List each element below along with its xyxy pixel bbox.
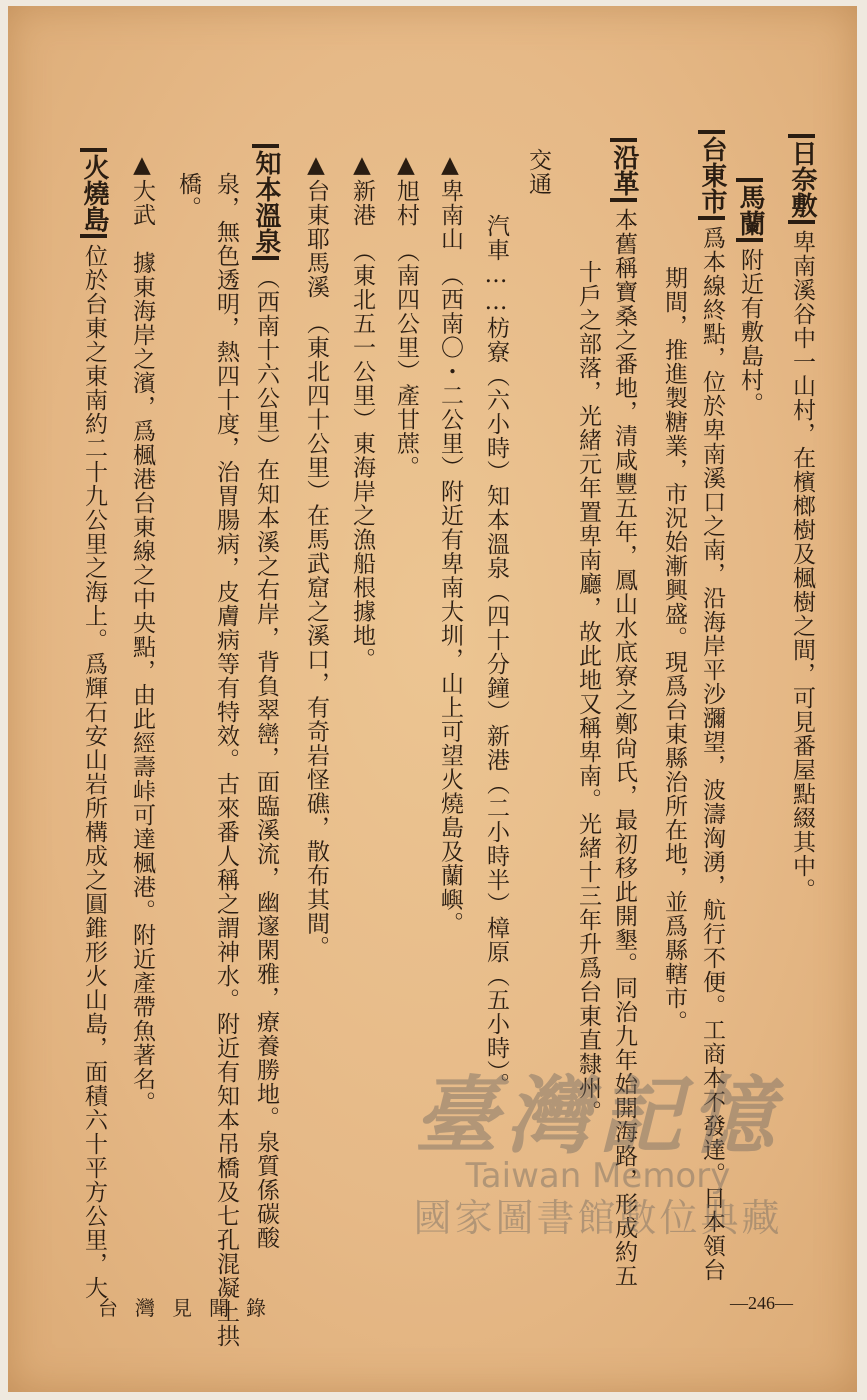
entry-text: （西南十六公里）在知本溪之右岸，背負翠巒，面臨溪流，幽邃閑雅，療養勝地。泉質係碳酸 xyxy=(253,266,279,1250)
line-text: ▲旭村 （南四公里）產甘蔗。 xyxy=(393,152,419,480)
entry-yamaxi xyxy=(302,152,329,960)
page-number: —246— xyxy=(730,1293,793,1313)
entry-text: 位於台東之東南約二十九公里之海上。爲輝石安山岩所構成之圓錐形火山島，面積六十平方公里，大 xyxy=(81,244,107,1300)
entry-rinaifu xyxy=(788,134,815,902)
heading-rinaifu: 日奈敷 xyxy=(788,134,815,224)
entry-xucun xyxy=(392,152,419,480)
entry-malan xyxy=(736,178,763,416)
heading-taitung-city: 台東市 xyxy=(698,130,725,220)
heading-zhiben-hot-spring: 知本溫泉 xyxy=(252,144,279,260)
entry-text: 附近有敷島村。 xyxy=(737,248,763,416)
line-text: ▲台東耶馬溪 （東北四十公里）在馬武窟之溪口，有奇岩怪礁，散布其間。 xyxy=(303,152,329,960)
heading-huoshao-island: 火燒島 xyxy=(80,148,107,238)
watermark-english: Taiwan Memory xyxy=(465,1156,731,1196)
line-text: ▲卑南山 （西南〇・二公里）附近有卑南大圳，山上可望火燒島及蘭嶼。 xyxy=(437,152,463,936)
line-text: 橋。 xyxy=(175,172,201,220)
text-line xyxy=(212,172,239,1348)
line-text: ▲新港 （東北五一公里）東海岸之漁船根據地。 xyxy=(349,152,375,672)
line-text: 交通 xyxy=(525,148,551,196)
entry-xingang xyxy=(348,152,375,672)
transport-heading xyxy=(524,148,551,196)
text-line xyxy=(174,172,201,220)
entry-text: 本舊稱寶桑之番地，清咸豐五年，鳳山水底寮之鄭尙氏，最初移此開墾。同治九年始開海路，形成約五 xyxy=(611,208,637,1288)
scanned-page xyxy=(8,6,857,1392)
watermark-library: 國家圖書館數位典藏 xyxy=(413,1196,783,1240)
entry-beinan-mountain xyxy=(436,152,463,936)
text-line xyxy=(574,260,601,1124)
line-text: 泉，無色透明，熱四十度，治胃腸病，皮膚病等有特效。古來番人稱之謂神水。附近有知本吊橋及七孔混凝土拱 xyxy=(213,172,239,1348)
entry-text: 爲本線終點，位於卑南溪口之南，沿海岸平沙瀰望，波濤洶湧，航行不便。工商本不發達。日本領台 xyxy=(699,226,725,1282)
line-text: 十戶之部落，光緒元年置卑南廳，故此地又稱卑南。光緒十三年升爲台東直隸州。 xyxy=(575,260,601,1124)
heading-history: 沿革 xyxy=(610,138,637,202)
entry-zhiben-hot-spring xyxy=(252,144,279,1250)
entry-taitung-city xyxy=(698,130,725,1282)
heading-malan: 馬蘭 xyxy=(736,178,763,242)
entry-text: 卑南溪谷中一山村，在檳榔樹及楓樹之間，可見番屋點綴其中。 xyxy=(789,230,815,902)
line-text: 期間，推進製糖業，市況始漸興盛。現爲台東縣治所在地，並爲縣轄市。 xyxy=(661,266,687,1034)
text-line xyxy=(660,266,687,1034)
entry-dawu xyxy=(128,152,155,1115)
book-title-footer: 台灣見聞錄 xyxy=(98,1296,283,1320)
entry-huoshao-island xyxy=(80,148,107,1300)
transport-bus xyxy=(482,214,509,1097)
watermark-title: 臺灣記憶 xyxy=(413,1066,782,1165)
line-text: 汽車……枋寮（六小時）知本溫泉（四十分鐘）新港（二小時半）樟原（五小時）。 xyxy=(483,214,509,1097)
entry-history xyxy=(610,138,637,1288)
line-text: ▲大武 據東海岸之濱，爲楓港台東線之中央點，由此經壽峠可達楓港。附近產帶魚著名。 xyxy=(129,152,155,1115)
